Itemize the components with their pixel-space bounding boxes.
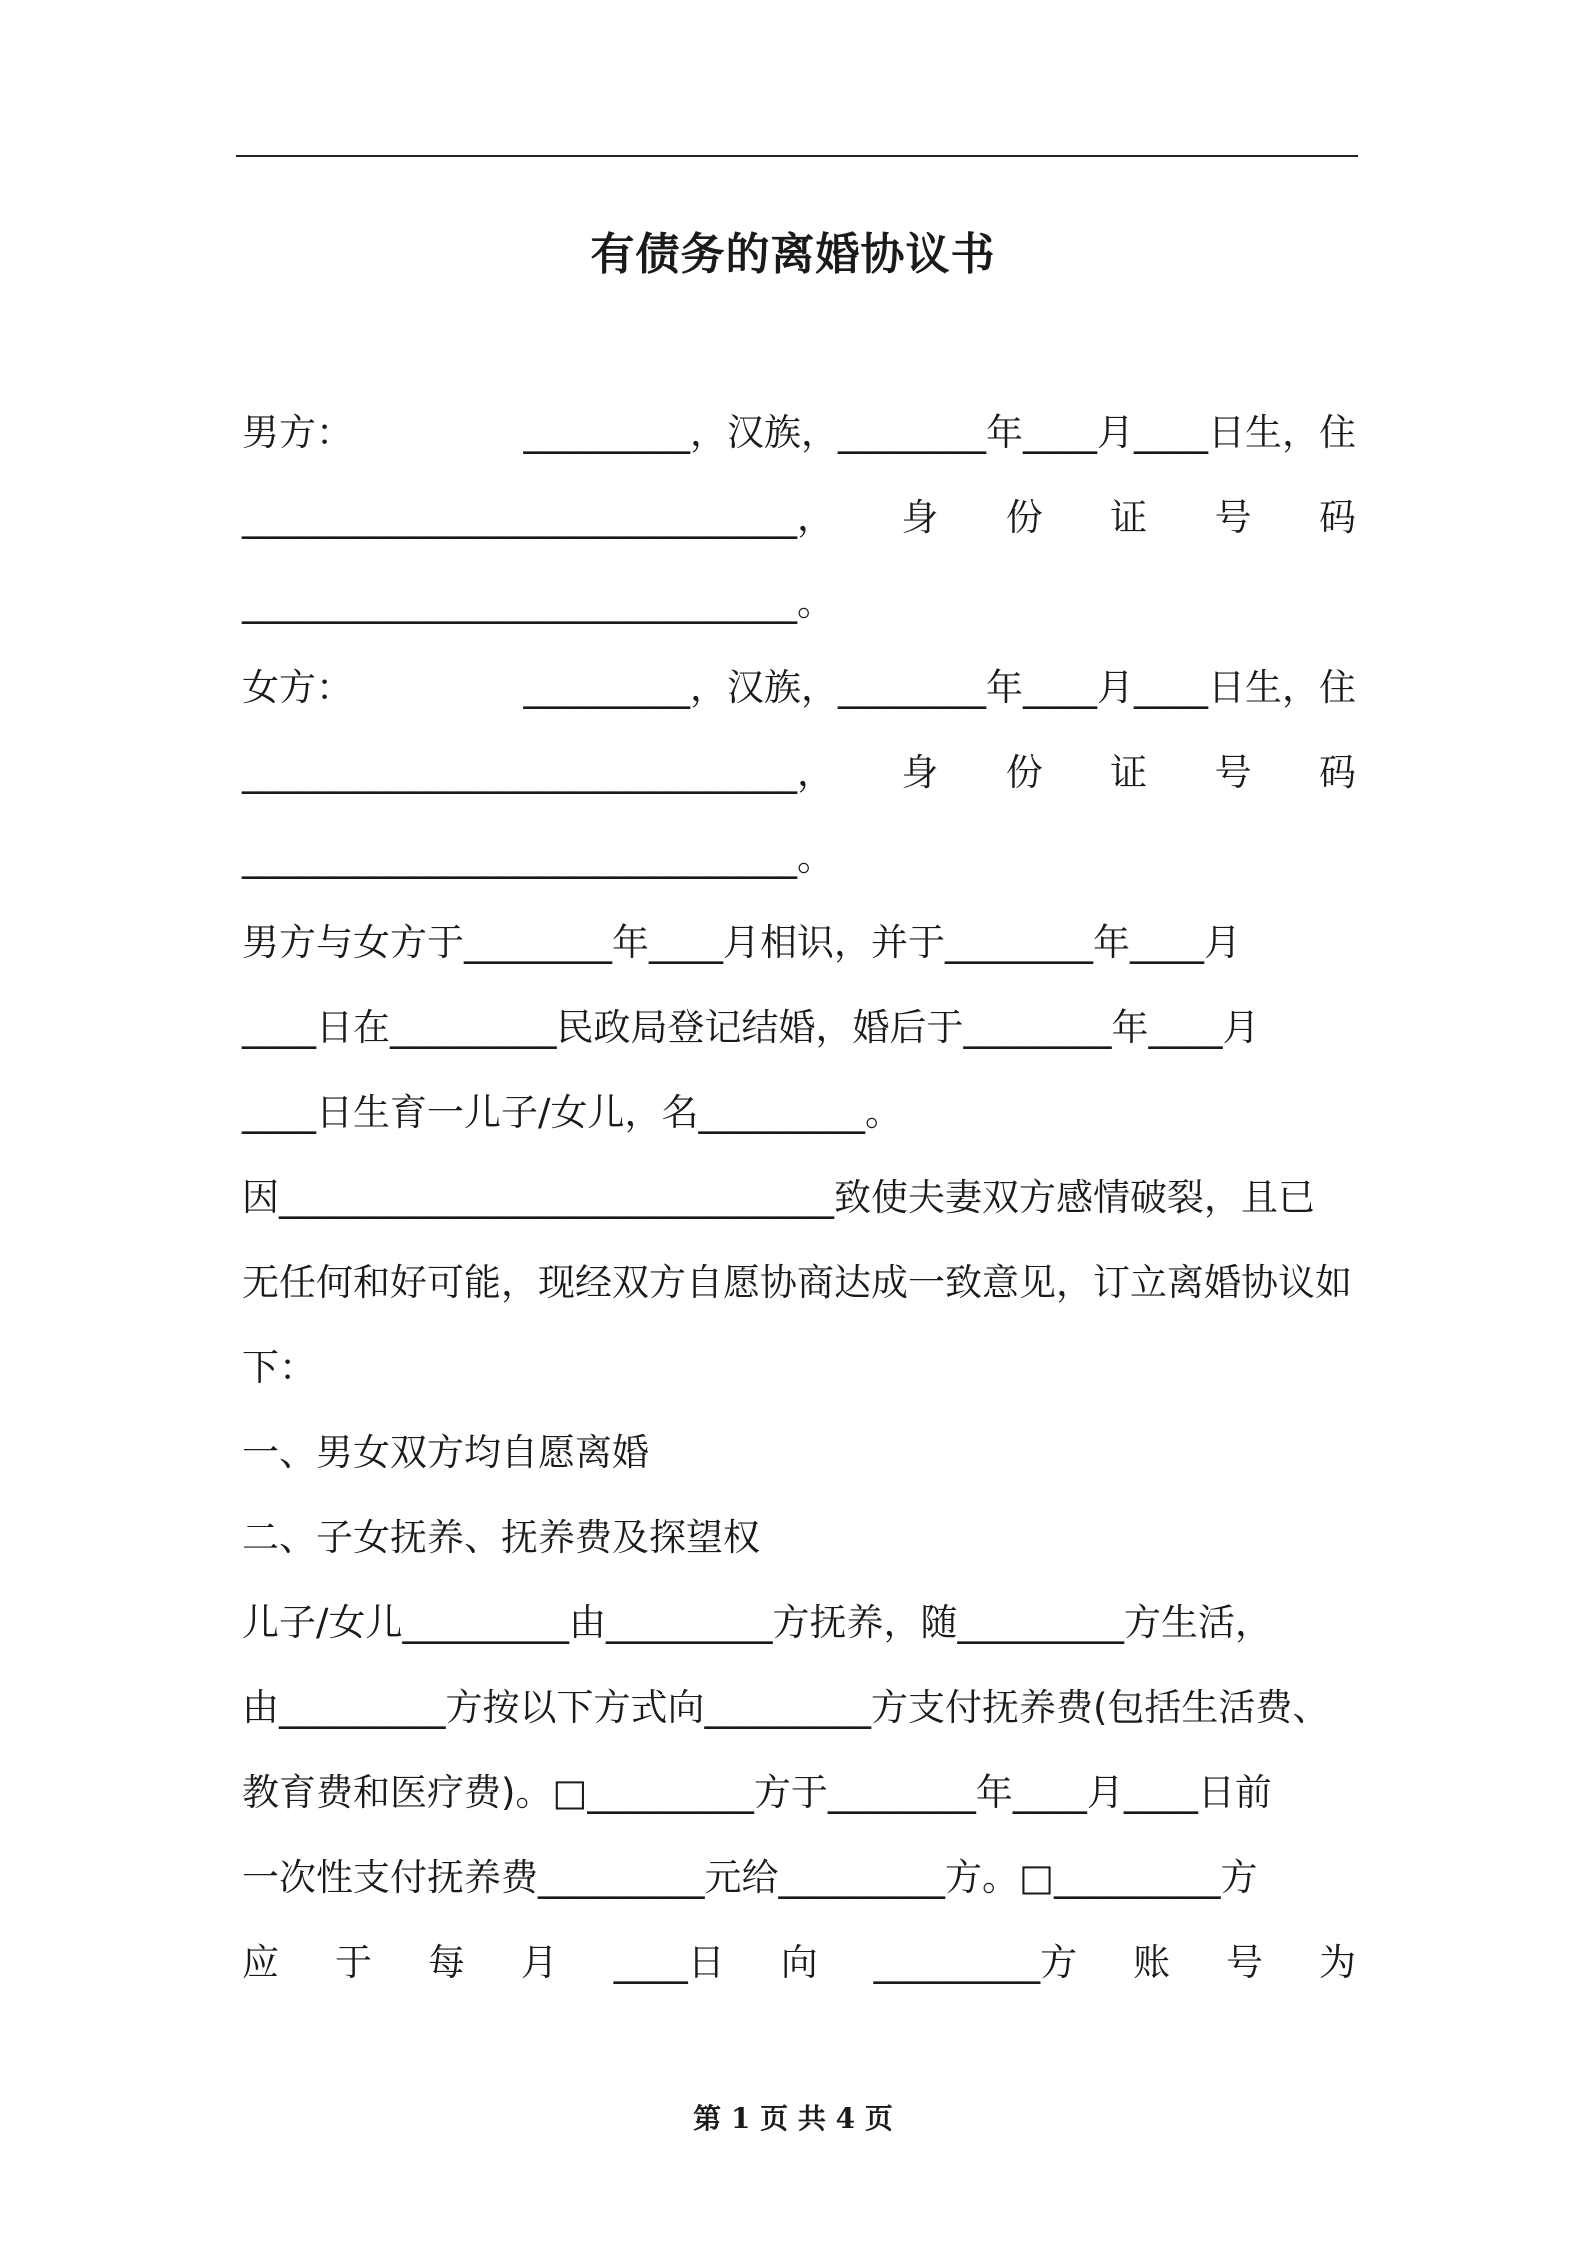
section-heading-1: 一、男女双方均自愿离婚: [242, 1431, 649, 1474]
id-char: 号: [1214, 496, 1252, 539]
word: _________方: [873, 1941, 1078, 1984]
woman-info-line-1: [242, 660, 1356, 716]
id-char: 份: [1005, 496, 1043, 539]
custody-line-4: 一次性支付抚养费_________元给_________方。□_________方: [242, 1856, 1258, 1899]
id-char: 证: [1110, 496, 1148, 539]
id-char: 码: [1318, 496, 1356, 539]
word: 于: [334, 1941, 372, 1984]
man-info-line-1: [242, 405, 1356, 461]
id-char: 号: [1214, 751, 1252, 794]
custody-line-3: 教育费和医疗费)。□_________方于________年____月____日前: [242, 1771, 1272, 1814]
woman-info-line-2: [242, 745, 1356, 801]
id-char: 证: [1110, 751, 1148, 794]
woman-address-blank: ______________________________，: [242, 751, 834, 794]
woman-id-blank: ______________________________。: [242, 836, 834, 879]
section-heading-2: 二、子女抚养、抚养费及探望权: [242, 1516, 760, 1559]
id-char: 码: [1318, 751, 1356, 794]
id-char: 份: [1005, 751, 1043, 794]
marriage-line-3: ____日生育一儿子/女儿，名_________。: [242, 1091, 902, 1134]
word: 向: [780, 1941, 818, 1984]
word: 每: [427, 1941, 465, 1984]
marriage-line-2: ____日在_________民政局登记结婚，婚后于________年____月: [242, 1006, 1260, 1049]
man-label: 男方：: [242, 411, 353, 454]
word: 为: [1318, 1941, 1356, 1984]
man-address-blank: ______________________________，: [242, 496, 834, 539]
man-info-line-2: [242, 490, 1356, 546]
id-char: 身: [901, 751, 939, 794]
word: ____日: [613, 1941, 725, 1984]
reason-line-3: 下：: [242, 1346, 316, 1389]
word: 月: [520, 1941, 558, 1984]
woman-info-text: _________，汉族，________年____月____日生，住: [523, 666, 1356, 709]
man-id-blank: ______________________________。: [242, 581, 834, 624]
word: 账: [1133, 1941, 1171, 1984]
custody-line-5: [242, 1935, 1356, 1991]
document-title: 有债务的离婚协议书: [590, 229, 996, 280]
custody-line-2: 由_________方按以下方式向_________方支付抚养费(包括生活费、: [242, 1686, 1330, 1729]
custody-line-1: 儿子/女儿_________由_________方抚养，随_________方生活，: [242, 1601, 1272, 1644]
word: 应: [242, 1941, 279, 1984]
id-char: 身: [901, 496, 939, 539]
page-footer: 第 1 页 共 4 页: [693, 2102, 893, 2135]
header-rule: [236, 155, 1358, 157]
word: 号: [1226, 1941, 1263, 1984]
man-info-text: _________，汉族，________年____月____日生，住: [523, 411, 1356, 454]
marriage-line-1: 男方与女方于________年____月相识，并于________年____月: [242, 921, 1241, 964]
reason-line-1: 因______________________________致使夫妻双方感情破裂，且已: [242, 1176, 1315, 1219]
reason-line-2: 无任何和好可能，现经双方自愿协商达成一致意见，订立离婚协议如: [242, 1261, 1352, 1304]
woman-label: 女方：: [242, 666, 353, 709]
